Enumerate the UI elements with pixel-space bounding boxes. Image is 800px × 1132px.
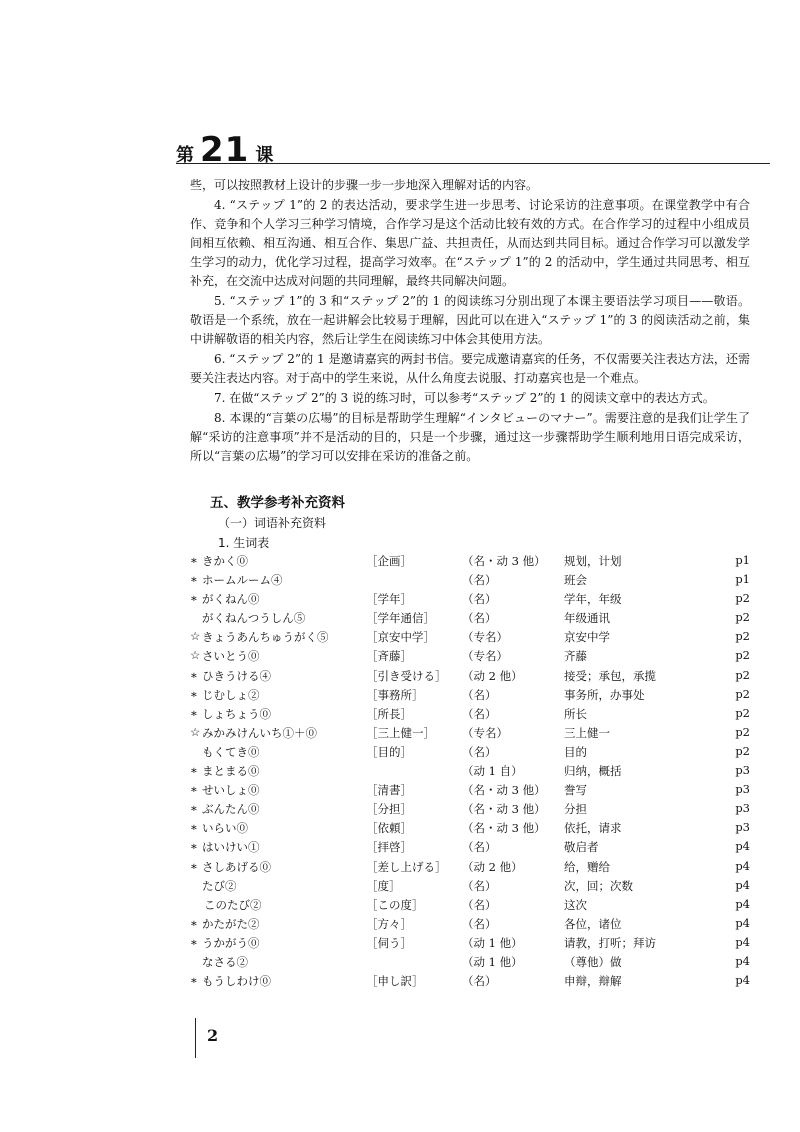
subsection-heading: （一）词语补充资料 bbox=[218, 516, 327, 530]
vocab-row bbox=[190, 801, 750, 820]
vocab-page-ref: p4 bbox=[735, 915, 750, 930]
vocab-pos: （名・动 3 他） bbox=[462, 554, 546, 568]
vocab-kanji: ［学年通信］ bbox=[366, 611, 435, 626]
vocab-reading: もうしわけ⓪ bbox=[202, 974, 271, 989]
vocab-pos: （名・动 3 他） bbox=[462, 821, 546, 836]
vocab-kanji: ［この度］ bbox=[366, 897, 424, 912]
vocab-page-ref: p2 bbox=[735, 648, 750, 663]
vocab-reading: さしあげる⓪ bbox=[202, 859, 271, 874]
vocab-pos: （名・动 3 他） bbox=[462, 802, 546, 817]
vocab-page-ref: p4 bbox=[735, 953, 750, 968]
vocab-reading: がくねんつうしん⑤ bbox=[202, 611, 306, 626]
vocab-reading: はいけい① bbox=[202, 840, 260, 855]
header-divider bbox=[176, 163, 770, 164]
vocab-reading: たび② bbox=[202, 878, 237, 893]
vocab-reading: しょちょう⓪ bbox=[202, 706, 271, 721]
vocab-row bbox=[190, 725, 750, 744]
vocab-row bbox=[190, 897, 750, 916]
vocab-pos: （动 1 自） bbox=[462, 764, 523, 779]
vocab-kanji: ［京安中学］ bbox=[366, 630, 435, 645]
vocab-meaning: 京安中学 bbox=[564, 630, 610, 645]
vocab-page-ref: p3 bbox=[735, 801, 750, 816]
vocab-row bbox=[190, 820, 750, 839]
page-number: 2 bbox=[207, 1026, 219, 1045]
vocab-reading: みかみけんいち①＋⓪ bbox=[202, 725, 317, 740]
vocab-mark: ∗ bbox=[190, 782, 198, 797]
vocab-row bbox=[190, 973, 750, 992]
vocab-mark: ∗ bbox=[190, 763, 198, 778]
vocab-meaning: 学年，年级 bbox=[564, 592, 622, 607]
vocab-mark: ∗ bbox=[190, 667, 198, 682]
vocab-pos: （名・动 3 他） bbox=[462, 783, 546, 798]
vocab-kanji: ［清書］ bbox=[366, 783, 412, 798]
vocab-pos: （名） bbox=[462, 611, 497, 626]
vocab-page-ref: p2 bbox=[735, 610, 750, 625]
vocab-page-ref: p4 bbox=[735, 896, 750, 911]
vocab-meaning: 给，赠给 bbox=[564, 859, 610, 874]
vocab-reading: きかく⓪ bbox=[202, 554, 248, 568]
vocab-kanji: ［度］ bbox=[366, 878, 401, 893]
vocab-page-ref: p2 bbox=[735, 743, 750, 758]
vocab-reading: うかがう⓪ bbox=[202, 935, 260, 950]
vocab-meaning: 年级通讯 bbox=[564, 611, 610, 626]
vocab-kanji: ［所長］ bbox=[366, 706, 412, 721]
vocab-reading: じむしょ② bbox=[202, 687, 260, 702]
vocab-row bbox=[190, 954, 750, 973]
vocab-mark: ∗ bbox=[190, 858, 198, 873]
vocab-page-ref: p2 bbox=[735, 705, 750, 720]
vocab-mark: ∗ bbox=[190, 553, 198, 567]
vocab-kanji: ［事務所］ bbox=[366, 687, 424, 702]
vocab-meaning: 次，回；次数 bbox=[564, 878, 633, 893]
vocab-reading: まとまる⓪ bbox=[202, 764, 260, 779]
vocab-row bbox=[190, 859, 750, 878]
vocab-page-ref: p4 bbox=[735, 877, 750, 892]
vocab-page-ref: p3 bbox=[735, 782, 750, 797]
vocab-meaning: 目的 bbox=[564, 744, 587, 759]
vocab-mark: ☆ bbox=[190, 629, 201, 644]
vocab-page-ref: p2 bbox=[735, 686, 750, 701]
vocab-page-ref: p4 bbox=[735, 973, 750, 988]
lesson-prefix: 第 bbox=[176, 145, 194, 166]
vocab-reading: ぶんたん⓪ bbox=[202, 802, 260, 817]
vocab-row bbox=[190, 629, 750, 648]
vocab-meaning: （尊他）做 bbox=[564, 954, 622, 969]
vocab-kanji: ［分担］ bbox=[366, 802, 412, 817]
vocab-page-ref: p2 bbox=[735, 591, 750, 606]
vocab-pos: （动 1 他） bbox=[462, 935, 523, 950]
body-paragraphs bbox=[190, 176, 750, 467]
vocab-row bbox=[190, 935, 750, 954]
vocab-kanji: ［伺う］ bbox=[366, 935, 412, 950]
page-margin-rule bbox=[195, 1018, 196, 1058]
vocab-reading: もくてき⓪ bbox=[202, 744, 260, 759]
vocab-page-ref: p4 bbox=[735, 934, 750, 949]
vocab-pos: （名） bbox=[462, 878, 497, 893]
vocab-meaning: 班会 bbox=[564, 573, 587, 588]
vocab-page-ref: p2 bbox=[735, 629, 750, 644]
vocab-reading: さいとう⓪ bbox=[202, 649, 260, 664]
vocab-meaning: 接受；承包，承揽 bbox=[564, 668, 656, 683]
vocab-row bbox=[190, 916, 750, 935]
paragraph: 7. 在做“ステップ 2”的 3 说的练习时，可以参考“ステップ 2”的 1 的阅读文章中的表达方式。 bbox=[214, 391, 715, 405]
vocab-mark: ∗ bbox=[190, 801, 198, 816]
vocab-kanji: ［申し訳］ bbox=[366, 974, 424, 989]
lesson-header bbox=[176, 130, 273, 170]
vocab-kanji: ［引き受ける］ bbox=[366, 668, 447, 683]
vocab-meaning: 依托，请求 bbox=[564, 821, 622, 836]
vocab-meaning: 归纳，概括 bbox=[564, 764, 622, 779]
paragraph: 5. “ステップ 1”的 3 和“ステップ 2”的 1 的阅读练习分别出现了本课主要语法学习项目——敬语。敬语是一个系统，放在一起讲解会比较易于理解，因此可以在进入“ステップ 1”的 3 的阅读活动之前，集中讲解敬语的相关内容，然后让学生在阅读练习中体会其使用方法。 bbox=[190, 294, 750, 346]
paragraph: 4. “ステップ 1”的 2 的表达活动，要求学生进一步思考、讨论采访的注意事项。在课堂教学中有合作、竞争和个人学习三种学习情境，合作学习是这个活动比较有效的方式。在合作学习的过程中小组成员间相互依赖、相互沟通、相互合作、集思广益、共担责任，从而达到共同目标。通过合作学习可以激发学生学习的动力，优化学习过程，提高学习效率。在“ステップ 1”的 2 的活动中，学生通过共同思考、相互补充，在交流中达成对问题的共同理解，最终共同解决问题。 bbox=[190, 198, 750, 288]
vocab-page-ref: p4 bbox=[735, 839, 750, 854]
vocab-pos: （动 2 他） bbox=[462, 668, 523, 683]
vocab-kanji: ［拝啓］ bbox=[366, 840, 412, 855]
vocab-mark: ☆ bbox=[190, 724, 201, 739]
vocab-pos: （专名） bbox=[462, 649, 508, 664]
vocab-pos: （名） bbox=[462, 573, 497, 588]
vocab-page-ref: p4 bbox=[735, 858, 750, 873]
vocab-kanji: ［学年］ bbox=[366, 592, 412, 607]
vocab-row bbox=[190, 706, 750, 725]
vocab-kanji: ［方々］ bbox=[366, 916, 412, 931]
vocab-page-ref: p2 bbox=[735, 724, 750, 739]
vocab-row bbox=[190, 572, 750, 591]
paragraph: 些，可以按照教材上设计的步骤一步一步地深入理解对话的内容。 bbox=[190, 178, 539, 192]
vocab-mark: ∗ bbox=[190, 591, 198, 606]
vocab-page-ref: p1 bbox=[735, 572, 750, 587]
vocab-table bbox=[190, 553, 750, 992]
vocab-pos: （专名） bbox=[462, 630, 508, 645]
vocab-reading: なさる② bbox=[202, 954, 248, 969]
vocab-mark: ∗ bbox=[190, 686, 198, 701]
vocab-page-ref: p3 bbox=[735, 820, 750, 835]
vocab-pos: （名） bbox=[462, 916, 497, 931]
vocab-mark: ∗ bbox=[190, 973, 198, 988]
vocab-reading: ホームルーム④ bbox=[202, 573, 283, 588]
vocab-page-ref: p3 bbox=[735, 763, 750, 778]
vocab-pos: （名） bbox=[462, 706, 497, 721]
vocab-reading: いらい⓪ bbox=[202, 821, 248, 836]
vocab-reading: せいしょ⓪ bbox=[202, 783, 260, 798]
vocab-mark: ∗ bbox=[190, 934, 198, 949]
vocab-pos: （名） bbox=[462, 974, 497, 989]
vocab-pos: （动 1 他） bbox=[462, 954, 523, 969]
vocab-kanji: ［目的］ bbox=[366, 744, 412, 759]
vocab-row bbox=[190, 591, 750, 610]
vocab-row bbox=[190, 610, 750, 629]
vocab-mark: ∗ bbox=[190, 705, 198, 720]
paragraph: 6. “ステップ 2”的 1 是邀请嘉宾的两封书信。要完成邀请嘉宾的任务，不仅需要关注表达方法，还需要关注表达内容。对于高中的学生来说，从什么角度去说服、打动嘉宾也是一个难点。 bbox=[190, 352, 750, 385]
vocab-meaning: 请教，打听；拜访 bbox=[564, 935, 656, 950]
vocab-kanji: ［企画］ bbox=[366, 554, 412, 568]
section-heading: 五、教学参考补充资料 bbox=[210, 495, 345, 511]
vocab-meaning: 誊写 bbox=[564, 783, 587, 798]
vocab-row bbox=[190, 687, 750, 706]
vocab-meaning: 所长 bbox=[564, 706, 587, 721]
vocab-pos: （名） bbox=[462, 840, 497, 855]
vocab-reading: がくねん⓪ bbox=[202, 592, 260, 607]
vocab-reading: このたび② bbox=[204, 897, 262, 912]
vocab-kanji: ［三上健一］ bbox=[366, 725, 435, 740]
vocab-meaning: 申辩，辩解 bbox=[564, 974, 622, 989]
vocab-kanji: ［差し上げる］ bbox=[366, 859, 447, 874]
vocab-pos: （动 2 他） bbox=[462, 859, 523, 874]
vocab-row bbox=[190, 782, 750, 801]
vocab-page-ref: p1 bbox=[735, 553, 750, 567]
vocab-meaning: 各位，诸位 bbox=[564, 916, 622, 931]
vocab-mark: ☆ bbox=[190, 648, 201, 663]
vocab-row bbox=[190, 839, 750, 858]
vocab-pos: （专名） bbox=[462, 725, 508, 740]
paragraph: 8. 本课的“言葉の広場”的目标是帮助学生理解“インタビューのマナー”。需要注意的是我们让学生了解“采访的注意事项”并不是活动的目的，只是一个步骤，通过这一步骤帮助学生顺利地用日语完成采访，所以“言葉の広場”的学习可以安排在采访的准备之前。 bbox=[190, 411, 750, 463]
lesson-number: 21 bbox=[200, 130, 250, 170]
vocab-mark: ∗ bbox=[190, 915, 198, 930]
vocab-row bbox=[190, 553, 750, 572]
vocab-reading: かたがた② bbox=[202, 916, 260, 931]
vocab-meaning: 分担 bbox=[564, 802, 587, 817]
vocab-meaning: 敬启者 bbox=[564, 840, 599, 855]
vocab-row bbox=[190, 744, 750, 763]
vocab-row bbox=[190, 763, 750, 782]
vocab-page-ref: p2 bbox=[735, 667, 750, 682]
vocab-mark: ∗ bbox=[190, 572, 198, 587]
vocab-mark: ∗ bbox=[190, 839, 198, 854]
vocab-kanji: ［斉藤］ bbox=[366, 649, 412, 664]
vocab-pos: （名） bbox=[462, 744, 497, 759]
vocab-meaning: 齐藤 bbox=[564, 649, 587, 664]
vocab-kanji: ［依頼］ bbox=[366, 821, 412, 836]
vocab-meaning: 这次 bbox=[564, 897, 587, 912]
vocab-reading: ひきうける④ bbox=[202, 668, 271, 683]
vocab-meaning: 事务所，办事处 bbox=[564, 687, 645, 702]
vocab-pos: （名） bbox=[462, 592, 497, 607]
vocab-reading: きょうあんちゅうがく⑤ bbox=[202, 630, 329, 645]
vocab-pos: （名） bbox=[462, 687, 497, 702]
vocab-row bbox=[190, 648, 750, 667]
lesson-suffix: 课 bbox=[255, 145, 274, 166]
vocab-row bbox=[190, 668, 750, 687]
vocab-mark: ∗ bbox=[190, 820, 198, 835]
vocab-list-heading: 1. 生词表 bbox=[218, 536, 270, 550]
vocab-meaning: 三上健一 bbox=[564, 725, 610, 740]
vocab-row bbox=[190, 878, 750, 897]
vocab-meaning: 规划，计划 bbox=[564, 554, 622, 568]
vocab-pos: （名） bbox=[462, 897, 497, 912]
